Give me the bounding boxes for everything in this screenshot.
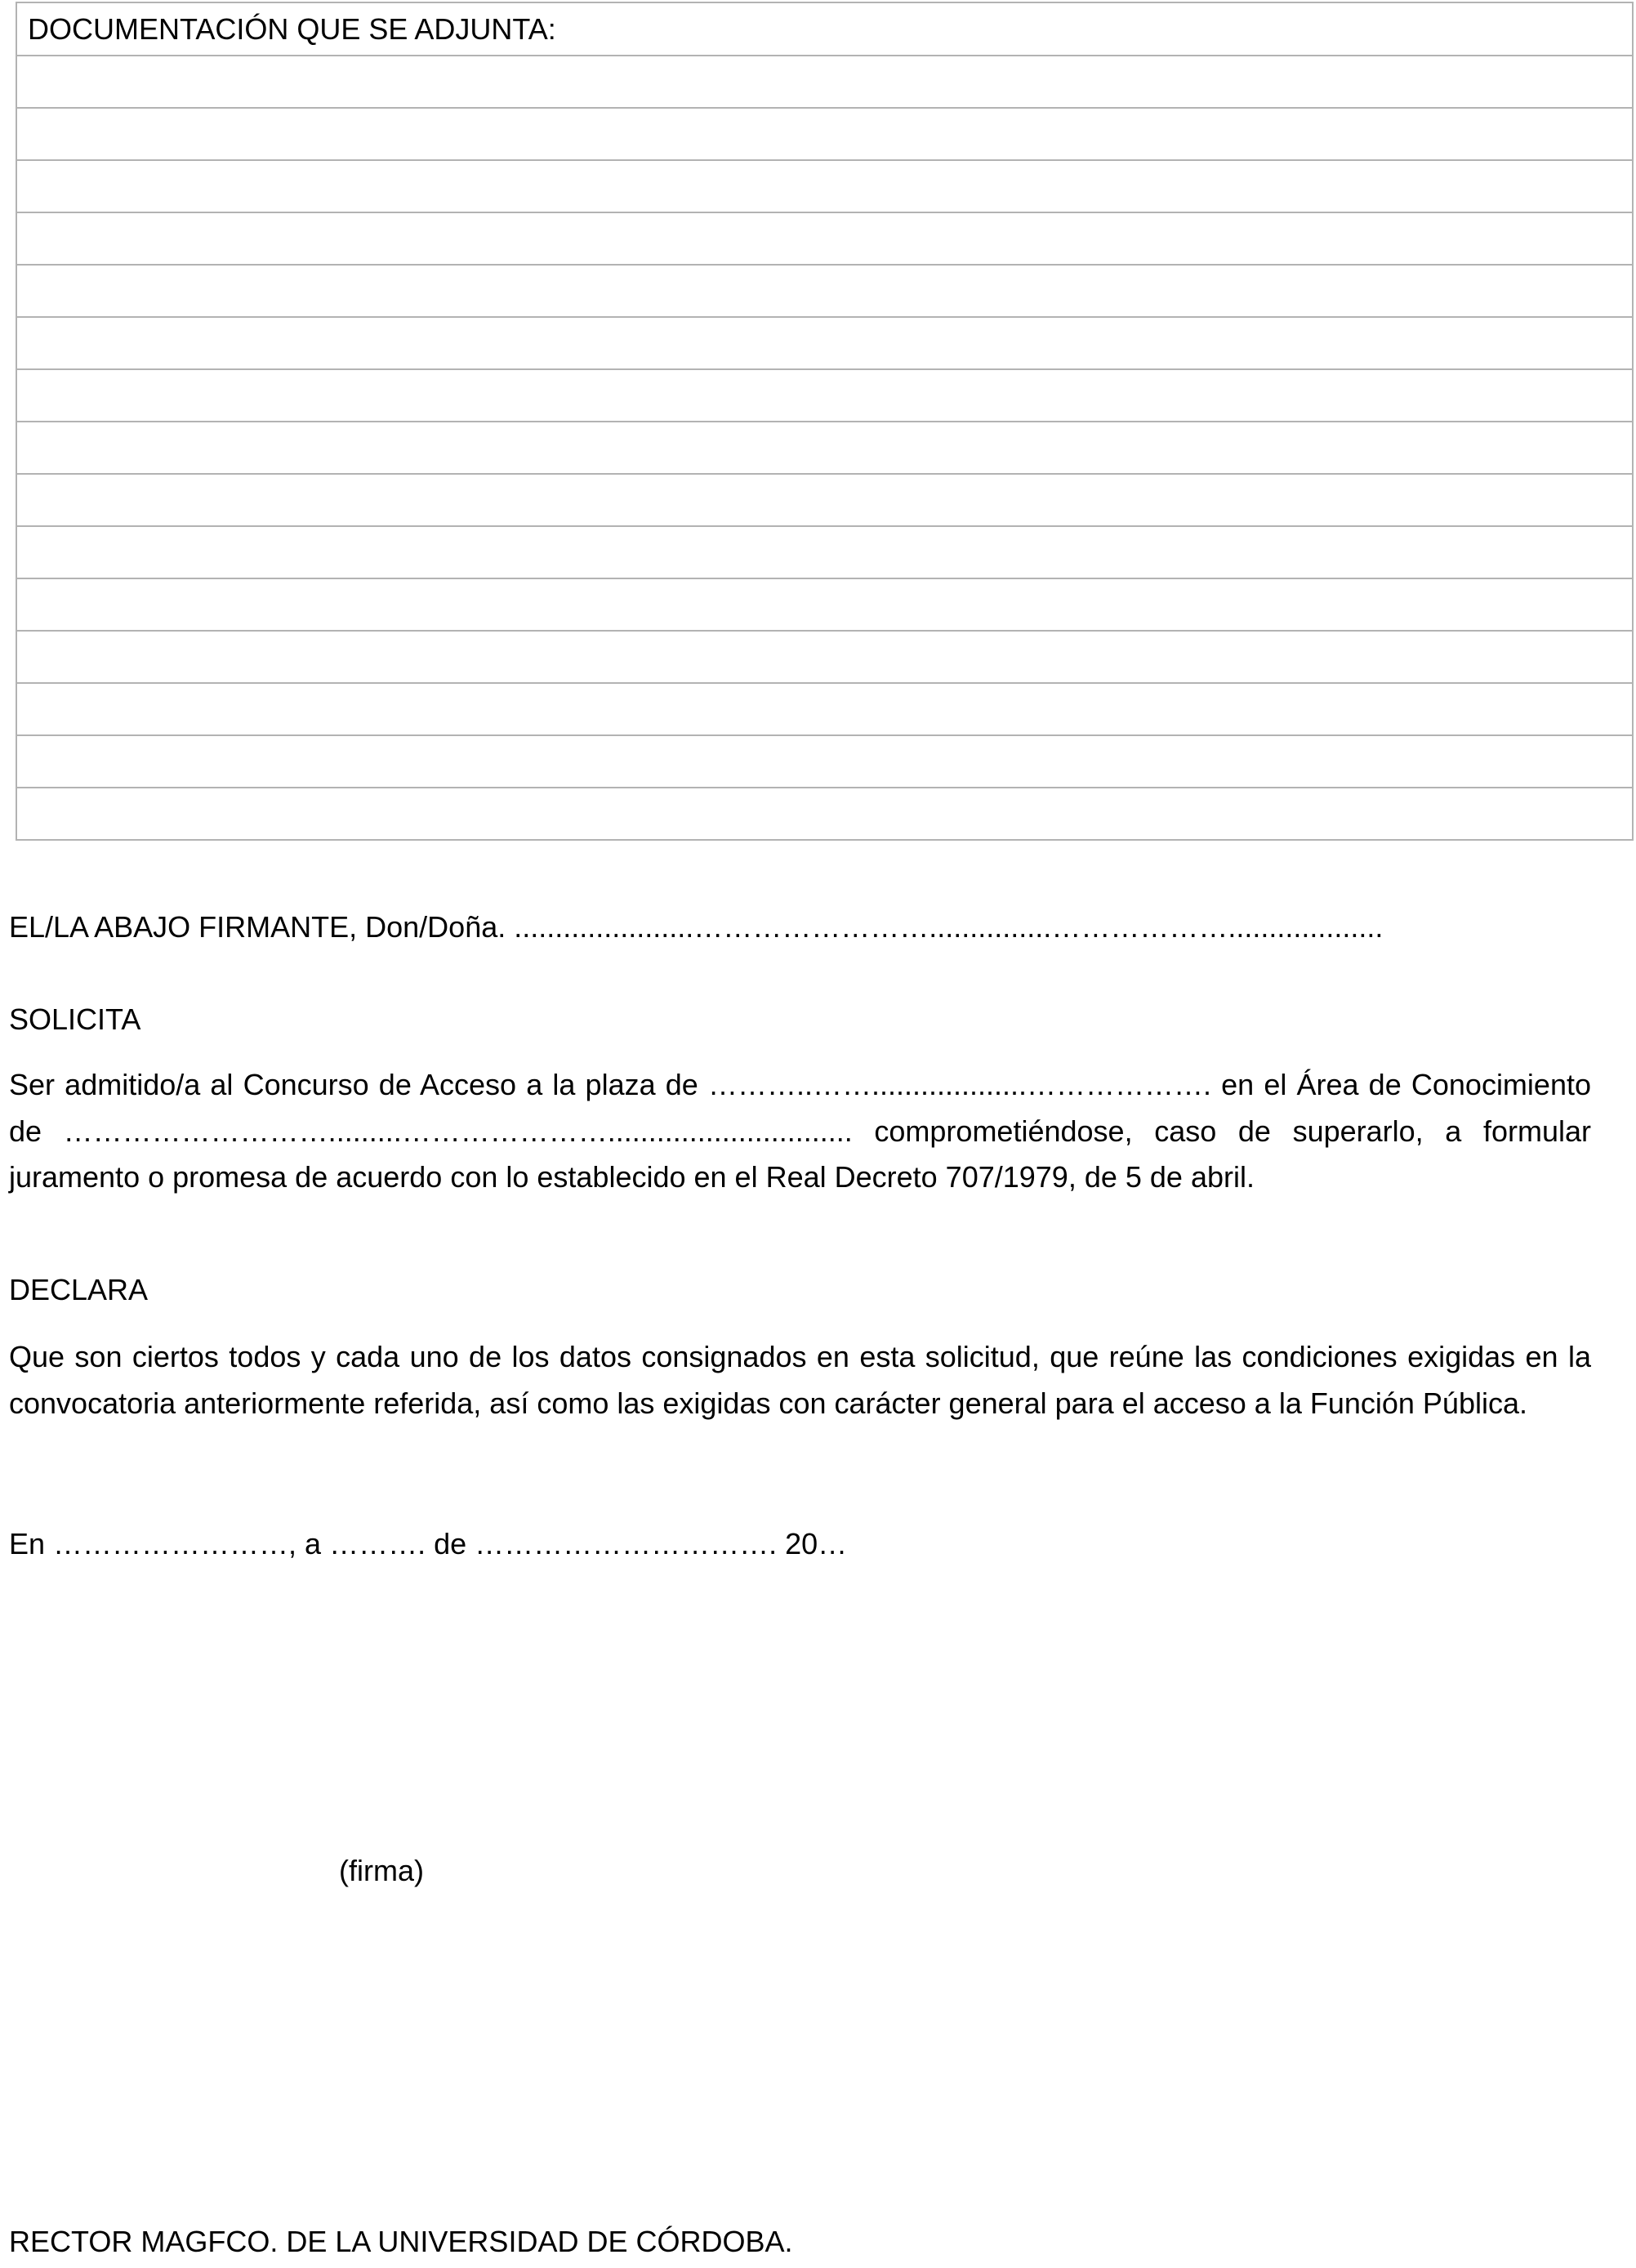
attachment-row[interactable] — [16, 317, 1633, 369]
attachment-cell[interactable] — [16, 735, 1633, 788]
attachment-row[interactable] — [16, 683, 1633, 735]
attachments-header-row — [16, 2, 1633, 56]
attachment-cell[interactable] — [16, 108, 1633, 160]
declaration-heading: DECLARA — [9, 1273, 149, 1306]
attachment-row[interactable] — [16, 160, 1633, 212]
attachment-cell[interactable] — [16, 422, 1633, 474]
attachment-row[interactable] — [16, 369, 1633, 422]
attachment-row[interactable] — [16, 108, 1633, 160]
attachment-row[interactable] — [16, 526, 1633, 578]
attachments-header: DOCUMENTACIÓN QUE SE ADJUNTA: — [16, 2, 1633, 56]
attachment-row[interactable] — [16, 265, 1633, 317]
attachment-cell[interactable] — [16, 631, 1633, 683]
request-heading: SOLICITA — [9, 1002, 141, 1036]
attachment-cell[interactable] — [16, 265, 1633, 317]
attachment-cell[interactable] — [16, 369, 1633, 422]
attachment-cell[interactable] — [16, 526, 1633, 578]
attachment-row[interactable] — [16, 56, 1633, 108]
attachment-row[interactable] — [16, 578, 1633, 631]
attachment-row[interactable] — [16, 474, 1633, 526]
applicant-line: EL/LA ABAJO FIRMANTE, Don/Doña. ......................……………………...............………………................... — [9, 910, 1384, 944]
attachment-row[interactable] — [16, 422, 1633, 474]
attachment-cell[interactable] — [16, 212, 1633, 265]
place-date-line: En ……………………, a ………. de …………………………. 20… — [9, 1527, 848, 1560]
attachment-cell[interactable] — [16, 317, 1633, 369]
attachment-cell[interactable] — [16, 578, 1633, 631]
declaration-text: Que son ciertos todos y cada uno de los datos consignados en esta solicitud, que reúne las condiciones exigidas en la convocatoria anteriormente referida, así como las exigidas con carácter general para el acceso a la Función Pública. — [9, 1340, 1591, 1420]
attachment-row[interactable] — [16, 212, 1633, 265]
addressee: RECTOR MAGFCO. DE LA UNIVERSIDAD DE CÓRDOBA. — [9, 2225, 793, 2258]
attachment-cell[interactable] — [16, 788, 1633, 840]
attachments-table — [16, 2, 1634, 841]
attachment-cell[interactable] — [16, 683, 1633, 735]
attachment-cell[interactable] — [16, 160, 1633, 212]
attachment-row[interactable] — [16, 735, 1633, 788]
attachment-row[interactable] — [16, 631, 1633, 683]
attachment-cell[interactable] — [16, 56, 1633, 108]
attachment-row[interactable] — [16, 788, 1633, 840]
signature-label: (firma) — [339, 1854, 424, 1887]
request-text: Ser admitido/a al Concurso de Acceso a la plaza de ………..……...................………………. en el Área de Conocimiento de ……………………….........………………….............................. comprometiéndose, caso de superarlo, a formular juramento o promesa de acuerdo con lo establecido en el Real Decreto 707/1979, de 5 de abril. — [9, 1068, 1591, 1194]
attachment-cell[interactable] — [16, 474, 1633, 526]
